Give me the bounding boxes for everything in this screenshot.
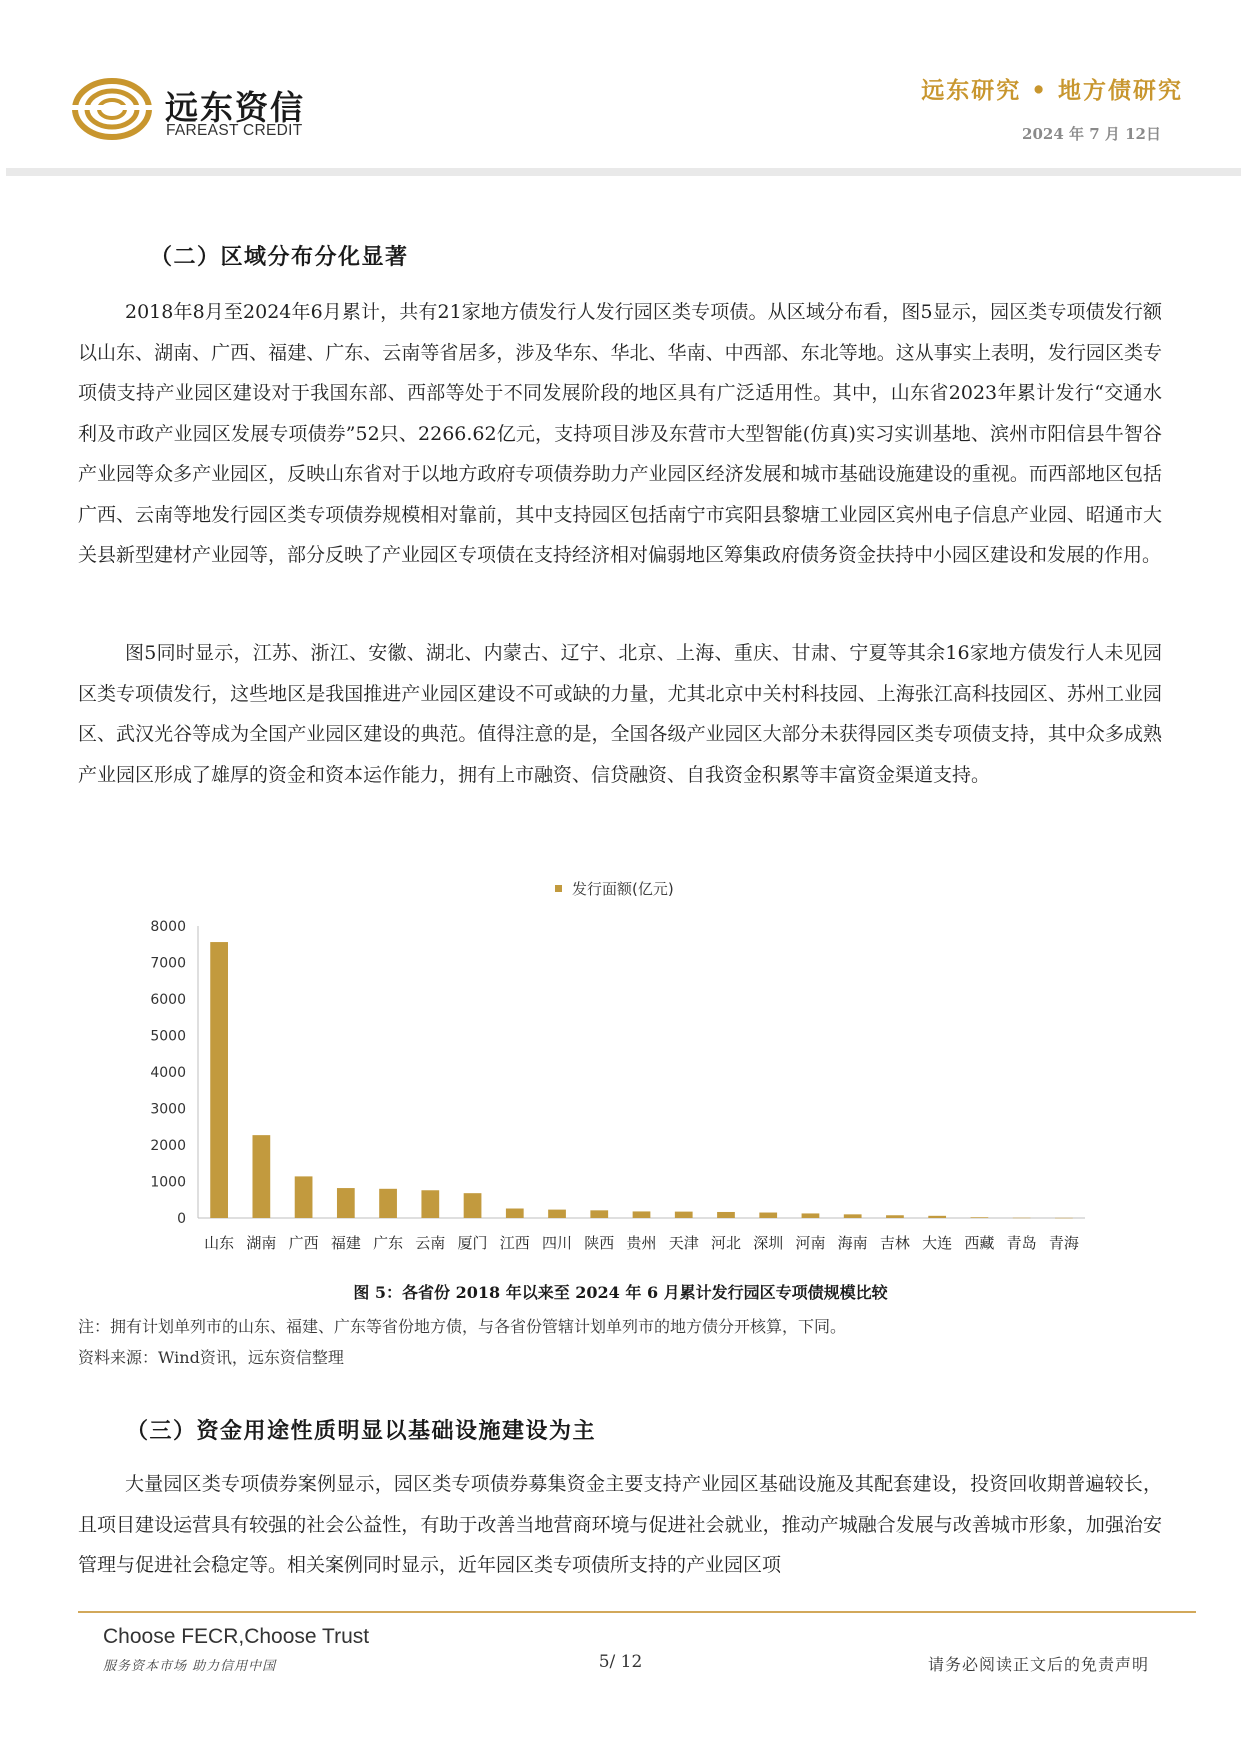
paragraph-unissued-regions: 图5同时显示，江苏、浙江、安徽、湖北、内蒙古、辽宁、北京、上海、重庆、甘肃、宁夏等其余16家地方债发行人未见园区类专项债发行，这些地区是我国推进产业园区建设不可或缺的力量，尤其北京中关村科技园、上海张江高科技园区、苏州工业园区、武汉光谷等成为全国产业园区建设的典范。值得注意的是，全国各级产业园区大部分未获得园区类专项债支持，其中众多成熟产业园区形成了雄厚的资金和资本运作能力，拥有上市融资、信贷融资、自我资金积累等丰富资金渠道支持。 <box>78 642 1162 786</box>
x-tick-label: 福建 <box>330 1234 361 1252</box>
x-tick-label: 江西 <box>499 1234 530 1252</box>
bar-湖南 <box>252 1135 270 1218</box>
legend-swatch <box>555 885 562 892</box>
section-heading-fund-usage: （三）资金用途性质明显以基础设施建设为主 <box>126 1418 597 1444</box>
legend-label: 发行面额(亿元) <box>572 880 674 898</box>
x-tick-label: 贵州 <box>626 1234 657 1252</box>
x-tick-label: 湖南 <box>246 1234 277 1252</box>
company-logo-icon <box>72 78 152 144</box>
chart-legend <box>555 880 674 898</box>
x-tick-label: 吉林 <box>879 1234 910 1252</box>
y-tick-label: 3000 <box>150 1101 186 1118</box>
y-tick-label: 7000 <box>150 955 186 972</box>
x-tick-label: 大连 <box>922 1234 953 1252</box>
bar-深圳 <box>759 1213 777 1218</box>
y-tick-label: 5000 <box>150 1028 186 1045</box>
bar-厦门 <box>464 1193 482 1218</box>
x-tick-label: 河南 <box>795 1234 826 1252</box>
x-tick-label: 天津 <box>668 1234 699 1252</box>
figure-caption: 图 5：各省份 2018 年以来至 2024 年 6 月累计发行园区专项债规模比较 <box>353 1283 888 1302</box>
x-tick-label: 河北 <box>710 1234 741 1252</box>
bar-天津 <box>675 1212 693 1218</box>
paragraph-fund-usage: 大量园区类专项债券案例显示，园区类专项债券募集资金主要支持产业园区基础设施及其配套建设，投资回收期普遍较长，且项目建设运营具有较强的社会公益性，有助于改善当地营商环境与促进社会就业，推动产城融合发展与改善城市形象，加强治安管理与促进社会稳定等。相关案例同时显示，近年园区类专项债所支持的产业园区项 <box>78 1473 1162 1576</box>
x-tick-label: 青海 <box>1048 1234 1079 1252</box>
bar-贵州 <box>633 1211 651 1218</box>
x-tick-label: 广东 <box>373 1234 404 1252</box>
x-tick-label: 山东 <box>204 1234 235 1252</box>
y-tick-label: 0 <box>177 1211 186 1227</box>
x-tick-label: 广西 <box>288 1234 319 1252</box>
section-heading-regional: （二）区域分布分化显著 <box>150 244 409 270</box>
header-title: 远东研究 • 地方债研究 <box>921 77 1183 104</box>
figure-source: 资料来源：Wind资讯，远东资信整理 <box>78 1348 344 1367</box>
bar-陕西 <box>590 1210 608 1218</box>
footer-divider <box>78 1611 1196 1613</box>
bar-青海 <box>1055 1218 1073 1219</box>
x-tick-label: 深圳 <box>753 1234 784 1252</box>
y-tick-label: 4000 <box>150 1065 186 1081</box>
footer-subslogan: 服务资本市场 助力信用中国 <box>103 1659 277 1674</box>
bar-广西 <box>295 1176 313 1218</box>
bar-西藏 <box>971 1217 989 1218</box>
figure-note: 注：拥有计划单列市的山东、福建、广东等省份地方债，与各省份管辖计划单列市的地方债分开核算，下同。 <box>78 1317 847 1336</box>
y-tick-label: 6000 <box>150 992 186 1008</box>
bar-云南 <box>421 1190 439 1218</box>
y-tick-label: 8000 <box>150 919 186 935</box>
paragraph-regional-distribution: 2018年8月至2024年6月累计，共有21家地方债发行人发行园区类专项债。从区域分布看，图5显示，园区类专项债发行额以山东、湖南、广西、福建、广东、云南等省居多，涉及华东、华北、华南、中西部、东北等地。这从事实上表明，发行园区类专项债支持产业园区建设对于我国东部、西部等处于不同发展阶段的地区具有广泛适用性。其中，山东省2023年累计发行“交通水利及市政产业园区发展专项债券”52只、2266.62亿元，支持项目涉及东营市大型智能(仿真)实习实训基地、滨州市阳信县牛智谷产业园等众多产业园区，反映山东省对于以地方政府专项债券助力产业园区经济发展和城市基础设施建设的重视。而西部地区包括广西、云南等地发行园区类专项债券规模相对靠前，其中支持园区包括南宁市宾阳县黎塘工业园区宾州电子信息产业园、昭通市大关县新型建材产业园等，部分反映了产业园区专项债在支持经济相对偏弱地区筹集政府债务资金扶持中小园区建设和发展的作用。 <box>78 301 1162 566</box>
bar-海南 <box>844 1214 862 1218</box>
footer-disclaimer: 请务必阅读正文后的免责声明 <box>927 1655 1149 1674</box>
header-divider <box>6 168 1241 176</box>
x-tick-label: 厦门 <box>457 1234 488 1252</box>
bar-四川 <box>548 1210 566 1218</box>
bar-青岛 <box>1013 1218 1031 1219</box>
bar-河北 <box>717 1212 735 1218</box>
x-tick-label: 西藏 <box>964 1234 995 1252</box>
page-number: 5/ 12 <box>598 1652 643 1672</box>
x-tick-label: 青岛 <box>1006 1234 1037 1252</box>
y-tick-label: 1000 <box>150 1174 186 1191</box>
x-tick-label: 云南 <box>415 1234 446 1252</box>
bar-广东 <box>379 1189 397 1218</box>
logo-english-name: FAREAST CREDIT <box>166 122 303 139</box>
bar-吉林 <box>886 1215 904 1218</box>
footer-slogan: Choose FECR,Choose Trust <box>103 1625 370 1648</box>
header-date: 2024 年 7 月 12日 <box>1022 125 1161 143</box>
bar-大连 <box>928 1216 946 1218</box>
bar-江西 <box>506 1209 524 1218</box>
y-tick-label: 2000 <box>150 1138 186 1154</box>
bar-山东 <box>210 942 228 1218</box>
x-tick-label: 陕西 <box>584 1234 615 1252</box>
x-tick-label: 四川 <box>542 1234 573 1252</box>
logo-chinese-name: 远东资信 <box>165 88 305 127</box>
bar-福建 <box>337 1188 355 1218</box>
bar-河南 <box>802 1213 820 1218</box>
bar-chart <box>0 860 1241 1260</box>
x-tick-label: 海南 <box>837 1234 868 1252</box>
